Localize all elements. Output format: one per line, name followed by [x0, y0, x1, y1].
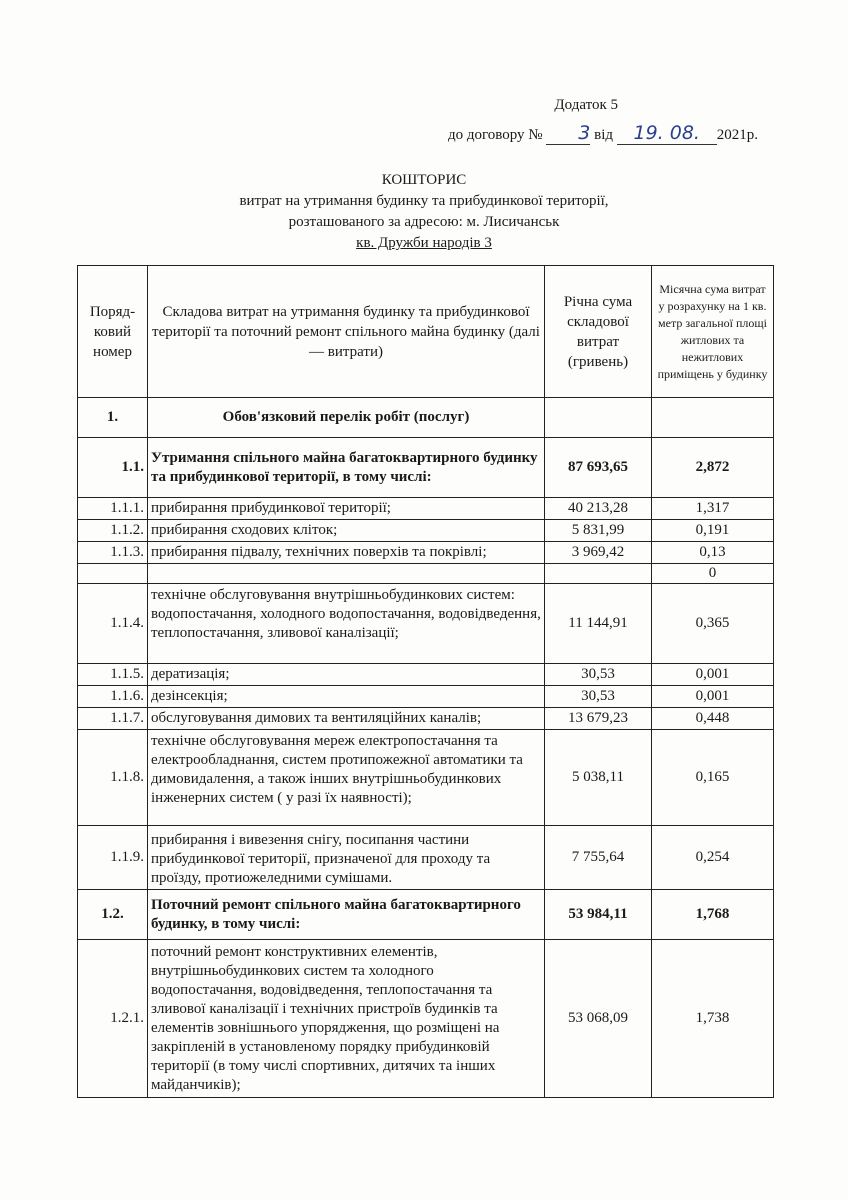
contract-number: 3	[546, 122, 590, 145]
row-annual: 3 969,42	[545, 542, 652, 564]
row-monthly: 0,191	[652, 520, 774, 542]
row-number: 1.	[78, 398, 148, 438]
table-row	[78, 940, 774, 1098]
row-description: дезінсекція;	[148, 686, 545, 708]
table-row	[78, 564, 774, 584]
row-annual	[545, 398, 652, 438]
row-number: 1.1.9.	[78, 826, 148, 890]
contract-line	[448, 122, 758, 145]
row-monthly: 0,448	[652, 708, 774, 730]
contract-date: 19. 08.	[617, 122, 717, 145]
row-monthly: 2,872	[652, 438, 774, 498]
table-row	[78, 542, 774, 564]
row-description: прибирання сходових кліток;	[148, 520, 545, 542]
table-row	[78, 686, 774, 708]
contract-prefix: до договору №	[447, 127, 543, 143]
row-description: поточний ремонт конструктивних елементів, внутрішньобудинкових систем та холодного водопостачання, водовідведення, теплопостачання та зливової каналізації і технічних пристроїв будинків та елементів зовнішнього упорядження, що розміщені на закріпленій в установленому порядку прибудинковій території (в тому числі спортивних, дитячих та інших майданчиків);	[148, 940, 545, 1098]
row-monthly	[652, 398, 774, 438]
table-row	[78, 730, 774, 826]
row-number: 1.1.3.	[78, 542, 148, 564]
row-annual: 13 679,23	[545, 708, 652, 730]
row-description: технічне обслуговування внутрішньобудинкових систем: водопостачання, холодного водопостачання, водовідведення, теплопостачання, зливової каналізації;	[148, 584, 545, 664]
row-number: 1.1.6.	[78, 686, 148, 708]
row-number: 1.2.	[78, 890, 148, 940]
row-annual: 87 693,65	[545, 438, 652, 498]
row-number: 1.2.1.	[78, 940, 148, 1098]
row-description: Обов'язковий перелік робіт (послуг)	[148, 398, 545, 438]
row-annual: 40 213,28	[545, 498, 652, 520]
row-number	[78, 564, 148, 584]
row-annual: 5 831,99	[545, 520, 652, 542]
header-description: Складова витрат на утримання будинку та прибудинкової території та поточний ремонт спільного майна будинку (далі — витрати)	[148, 266, 545, 398]
row-monthly: 0,254	[652, 826, 774, 890]
row-description: Поточний ремонт спільного майна багатоквартирного будинку, в тому числі:	[148, 890, 545, 940]
row-description: обслуговування димових та вентиляційних каналів;	[148, 708, 545, 730]
row-annual: 7 755,64	[545, 826, 652, 890]
row-monthly: 0,001	[652, 664, 774, 686]
table-row	[78, 520, 774, 542]
row-monthly: 0,13	[652, 542, 774, 564]
header-annual: Річна сума складової витрат (гривень)	[545, 266, 652, 398]
row-monthly: 1,738	[652, 940, 774, 1098]
row-number: 1.1.4.	[78, 584, 148, 664]
header-monthly: Місячна сума витрат у розрахунку на 1 кв. метр загальної площі житлових та нежитлових приміщень у будинку	[652, 266, 774, 398]
row-number: 1.1.8.	[78, 730, 148, 826]
row-description: дератизація;	[148, 664, 545, 686]
row-description: прибирання підвалу, технічних поверхів та покрівлі;	[148, 542, 545, 564]
table-header-row	[78, 266, 774, 398]
row-annual: 5 038,11	[545, 730, 652, 826]
row-description: технічне обслуговування мереж електропостачання та електрообладнання, систем протипожежної автоматики та димовидалення, а також інших внутрішньобудинкових інженерних систем ( у разі їх наявності);	[148, 730, 545, 826]
row-number: 1.1.7.	[78, 708, 148, 730]
doc-address: кв. Дружби народів 3	[356, 235, 492, 251]
row-monthly: 0,001	[652, 686, 774, 708]
table-row	[78, 890, 774, 940]
doc-subtitle-1: витрат на утримання будинку та прибудинкової території,	[239, 193, 609, 209]
table-row	[78, 398, 774, 438]
row-number: 1.1.2.	[78, 520, 148, 542]
row-annual: 11 144,91	[545, 584, 652, 664]
row-annual	[545, 564, 652, 584]
header-number: Поряд- ковий номер	[78, 266, 148, 398]
table-row	[78, 826, 774, 890]
title-block	[0, 170, 848, 254]
row-description: Утримання спільного майна багатоквартирного будинку та прибудинкової території, в тому числі:	[148, 438, 545, 498]
row-number: 1.1.5.	[78, 664, 148, 686]
row-monthly: 1,768	[652, 890, 774, 940]
table-row	[78, 584, 774, 664]
doc-subtitle-2: розташованого за адресою: м. Лисичанськ	[288, 214, 560, 230]
doc-title: КОШТОРИС	[381, 172, 467, 188]
row-annual: 30,53	[545, 686, 652, 708]
appendix-label: Додаток 5	[554, 97, 618, 113]
table-row	[78, 498, 774, 520]
row-annual: 30,53	[545, 664, 652, 686]
table-row	[78, 438, 774, 498]
table-row	[78, 664, 774, 686]
row-number: 1.1.1.	[78, 498, 148, 520]
year-suffix: 2021р.	[716, 127, 758, 143]
row-description	[148, 564, 545, 584]
row-monthly: 1,317	[652, 498, 774, 520]
row-monthly: 0,165	[652, 730, 774, 826]
row-annual: 53 984,11	[545, 890, 652, 940]
from-label: від	[594, 127, 613, 143]
row-monthly: 0	[652, 564, 774, 584]
row-monthly: 0,365	[652, 584, 774, 664]
cost-table	[77, 265, 774, 1098]
row-annual: 53 068,09	[545, 940, 652, 1098]
table-row	[78, 708, 774, 730]
row-description: прибирання прибудинкової території;	[148, 498, 545, 520]
row-number: 1.1.	[78, 438, 148, 498]
row-description: прибирання і вивезення снігу, посипання частини прибудинкової території, призначеної для проходу та проїзду, протиожеледними сумішами.	[148, 826, 545, 890]
